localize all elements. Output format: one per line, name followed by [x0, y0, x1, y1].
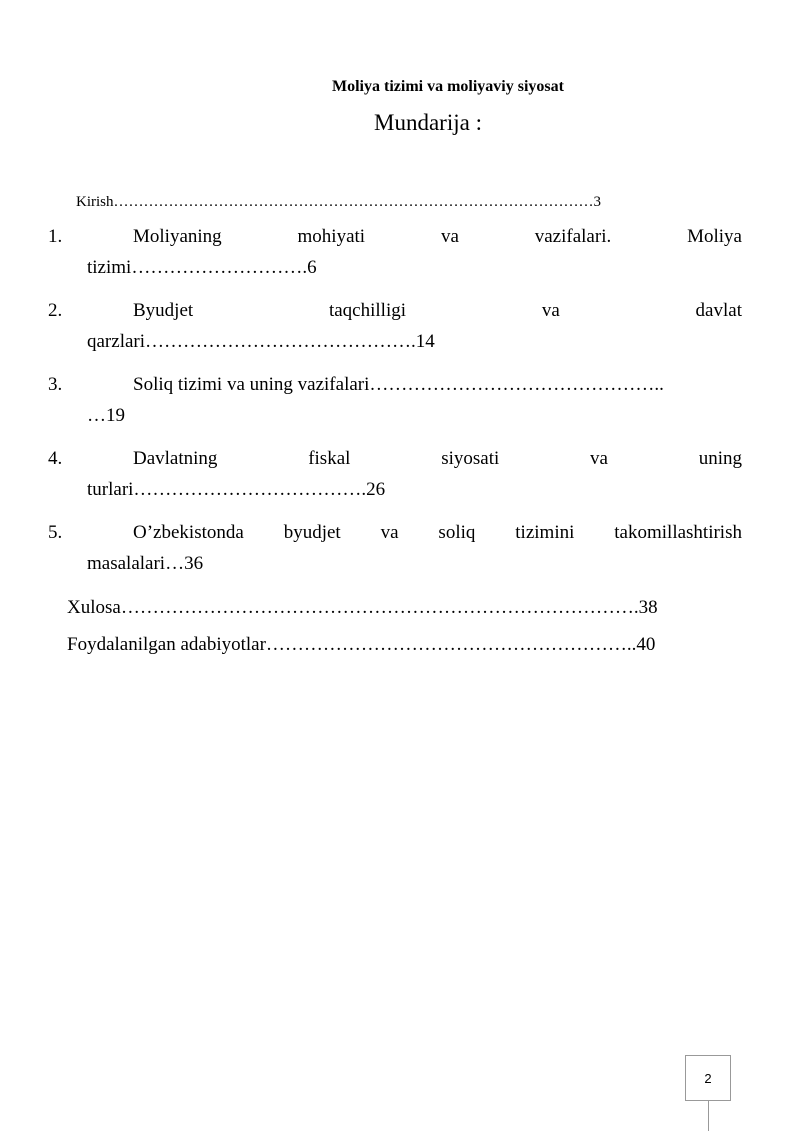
toc-item-title-line [133, 448, 742, 470]
toc-word: siyosati [441, 448, 500, 469]
toc-word: Moliyaning [133, 226, 222, 247]
toc-heading: Mundarija : [374, 110, 482, 135]
toc-word: soliq [438, 522, 476, 543]
toc-word: taqchilligi [328, 300, 407, 321]
toc-word: va [440, 226, 459, 247]
toc-word: davlat [695, 300, 742, 321]
toc-item-number: 3. [48, 374, 63, 395]
toc-item-number: 2. [48, 300, 63, 321]
toc-item-4 [48, 448, 742, 501]
toc-references: Foydalanilgan adabiyotlar…………………………………………………..40 [67, 634, 656, 655]
toc-item-number: 4. [48, 448, 63, 469]
toc-item-title-line [133, 226, 742, 248]
toc-item-3 [48, 374, 742, 427]
toc-item-title-line [133, 374, 742, 396]
toc-word: va [590, 448, 608, 469]
toc-word: va [541, 300, 560, 321]
toc-item-continuation: qarzlari…………………………………….14 [87, 331, 435, 352]
toc-word: Byudjet [133, 300, 194, 321]
toc-conclusion: Xulosa……………………………………………………………………….38 [67, 597, 658, 618]
document-title: Moliya tizimi va moliyaviy siyosat [332, 78, 564, 95]
toc-item-continuation: turlari……………………………….26 [87, 479, 386, 500]
toc-item-number: 1. [48, 226, 63, 247]
toc-word: va [380, 522, 399, 543]
page-number: 2 [704, 1070, 712, 1086]
toc-word: fiskal [308, 448, 351, 469]
toc-word: tizimini [515, 522, 575, 543]
toc-item-title-line [133, 522, 742, 544]
toc-item-1 [48, 226, 742, 279]
toc-item-continuation: …19 [87, 405, 125, 426]
page-number-box [685, 1055, 731, 1101]
toc-word: Moliya [687, 226, 742, 247]
toc-word: vazifalari. [534, 226, 612, 247]
toc-word: O’zbekistonda [133, 522, 244, 543]
toc-word: uning [698, 448, 742, 469]
toc-word: Soliq tizimi va uning vazifalari……………………………………….. [133, 374, 664, 395]
toc-word: mohiyati [297, 226, 366, 247]
toc-item-number: 5. [48, 522, 63, 543]
toc-item-continuation: tizimi……………………….6 [87, 257, 317, 278]
toc-item-continuation: masalalari…36 [87, 553, 204, 574]
toc-word: Davlatning [133, 448, 218, 469]
toc-word: takomillashtirish [614, 522, 742, 543]
page-number-connector [708, 1100, 709, 1131]
toc-word: byudjet [283, 522, 341, 543]
toc-item-2 [48, 300, 742, 353]
toc-item-5 [48, 522, 742, 575]
toc-intro: Kirish……………………………………………………………………………………3 [76, 194, 601, 210]
toc-item-title-line [133, 300, 742, 322]
